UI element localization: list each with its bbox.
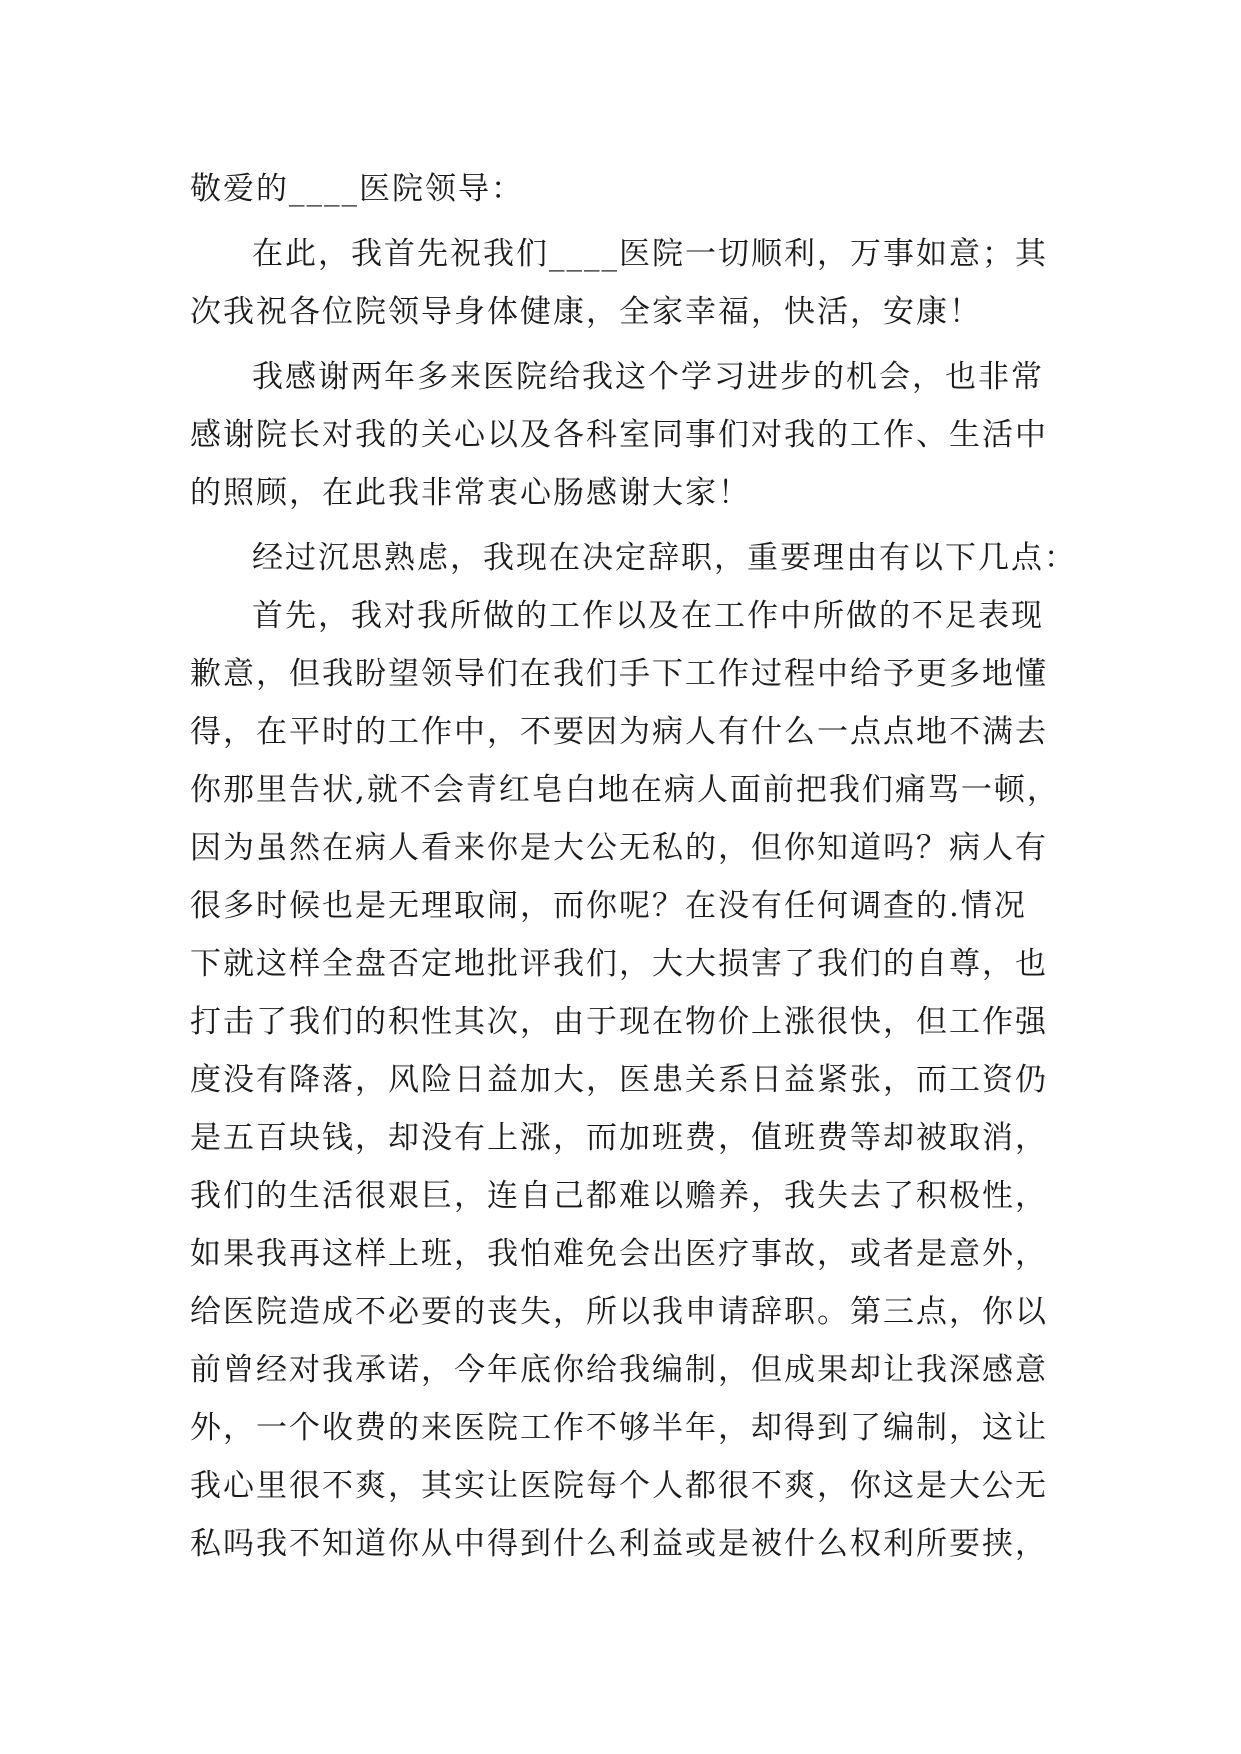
- text-line: 因为虽然在病人看来你是大公无私的，但你知道吗？病人有: [190, 830, 1048, 866]
- text-line: 得，在平时的工作中，不要因为病人有什么一点点地不满去: [190, 714, 1048, 750]
- text-line: 次我祝各位院领导身体健康，全家幸福，快活，安康！: [190, 294, 982, 330]
- text-line: 在此，我首先祝我们____医院一切顺利，万事如意；其: [252, 236, 1048, 272]
- text-line: 感谢院长对我的关心以及各科室同事们对我的工作、生活中: [190, 417, 1048, 453]
- text-line: 如果我再这样上班，我怕难免会出医疗事故，或者是意外，: [190, 1236, 1048, 1272]
- text-line: 下就这样全盘否定地批评我们，大大损害了我们的自尊，也: [190, 946, 1048, 982]
- letter-body: [190, 160, 1077, 1573]
- text-line: 度没有降落，风险日益加大，医患关系日益紧张，而工资仍: [190, 1062, 1048, 1098]
- paragraph-thanks: [190, 348, 1060, 522]
- text-line: 私吗我不知道你从中得到什么利益或是被什么权利所要挟，: [190, 1526, 1048, 1562]
- text-line: 经过沉思熟虑，我现在决定辞职，重要理由有以下几点：: [252, 540, 1077, 576]
- text-line: 歉意，但我盼望领导们在我们手下工作过程中给予更多地懂: [190, 656, 1048, 692]
- text-line: 我们的生活很艰巨，连自己都难以赡养，我失去了积极性，: [190, 1178, 1048, 1214]
- text-line: 前曾经对我承诺，今年底你给我编制，但成果却让我深感意: [190, 1352, 1048, 1388]
- salutation: 敬爱的____医院领导：: [190, 171, 524, 207]
- text-line: 很多时候也是无理取闹，而你呢？在没有任何调查的.情况: [190, 888, 1027, 924]
- text-line: 给医院造成不必要的丧失，所以我申请辞职。第三点，你以: [190, 1294, 1048, 1330]
- paragraph-reasons: [190, 587, 1060, 1573]
- paragraph-greeting: [190, 225, 1060, 341]
- text-line: 外，一个收费的来医院工作不够半年，却得到了编制，这让: [190, 1410, 1048, 1446]
- text-line: 我感谢两年多来医院给我这个学习进步的机会，也非常: [252, 359, 1044, 395]
- text-line: 你那里告状,就不会青红皂白地在病人面前把我们痛骂一顿，: [190, 772, 1060, 808]
- text-line: 首先，我对我所做的工作以及在工作中所做的不足表现: [252, 598, 1044, 634]
- text-line: 的照顾，在此我非常衷心肠感谢大家！: [190, 475, 751, 511]
- text-line: 是五百块钱，却没有上涨，而加班费，值班费等却被取消，: [190, 1120, 1048, 1156]
- text-line: 我心里很不爽，其实让医院每个人都很不爽，你这是大公无: [190, 1468, 1048, 1504]
- text-line: 打击了我们的积性其次，由于现在物价上涨很快，但工作强: [190, 1004, 1048, 1040]
- paragraph-decision: [190, 529, 1077, 587]
